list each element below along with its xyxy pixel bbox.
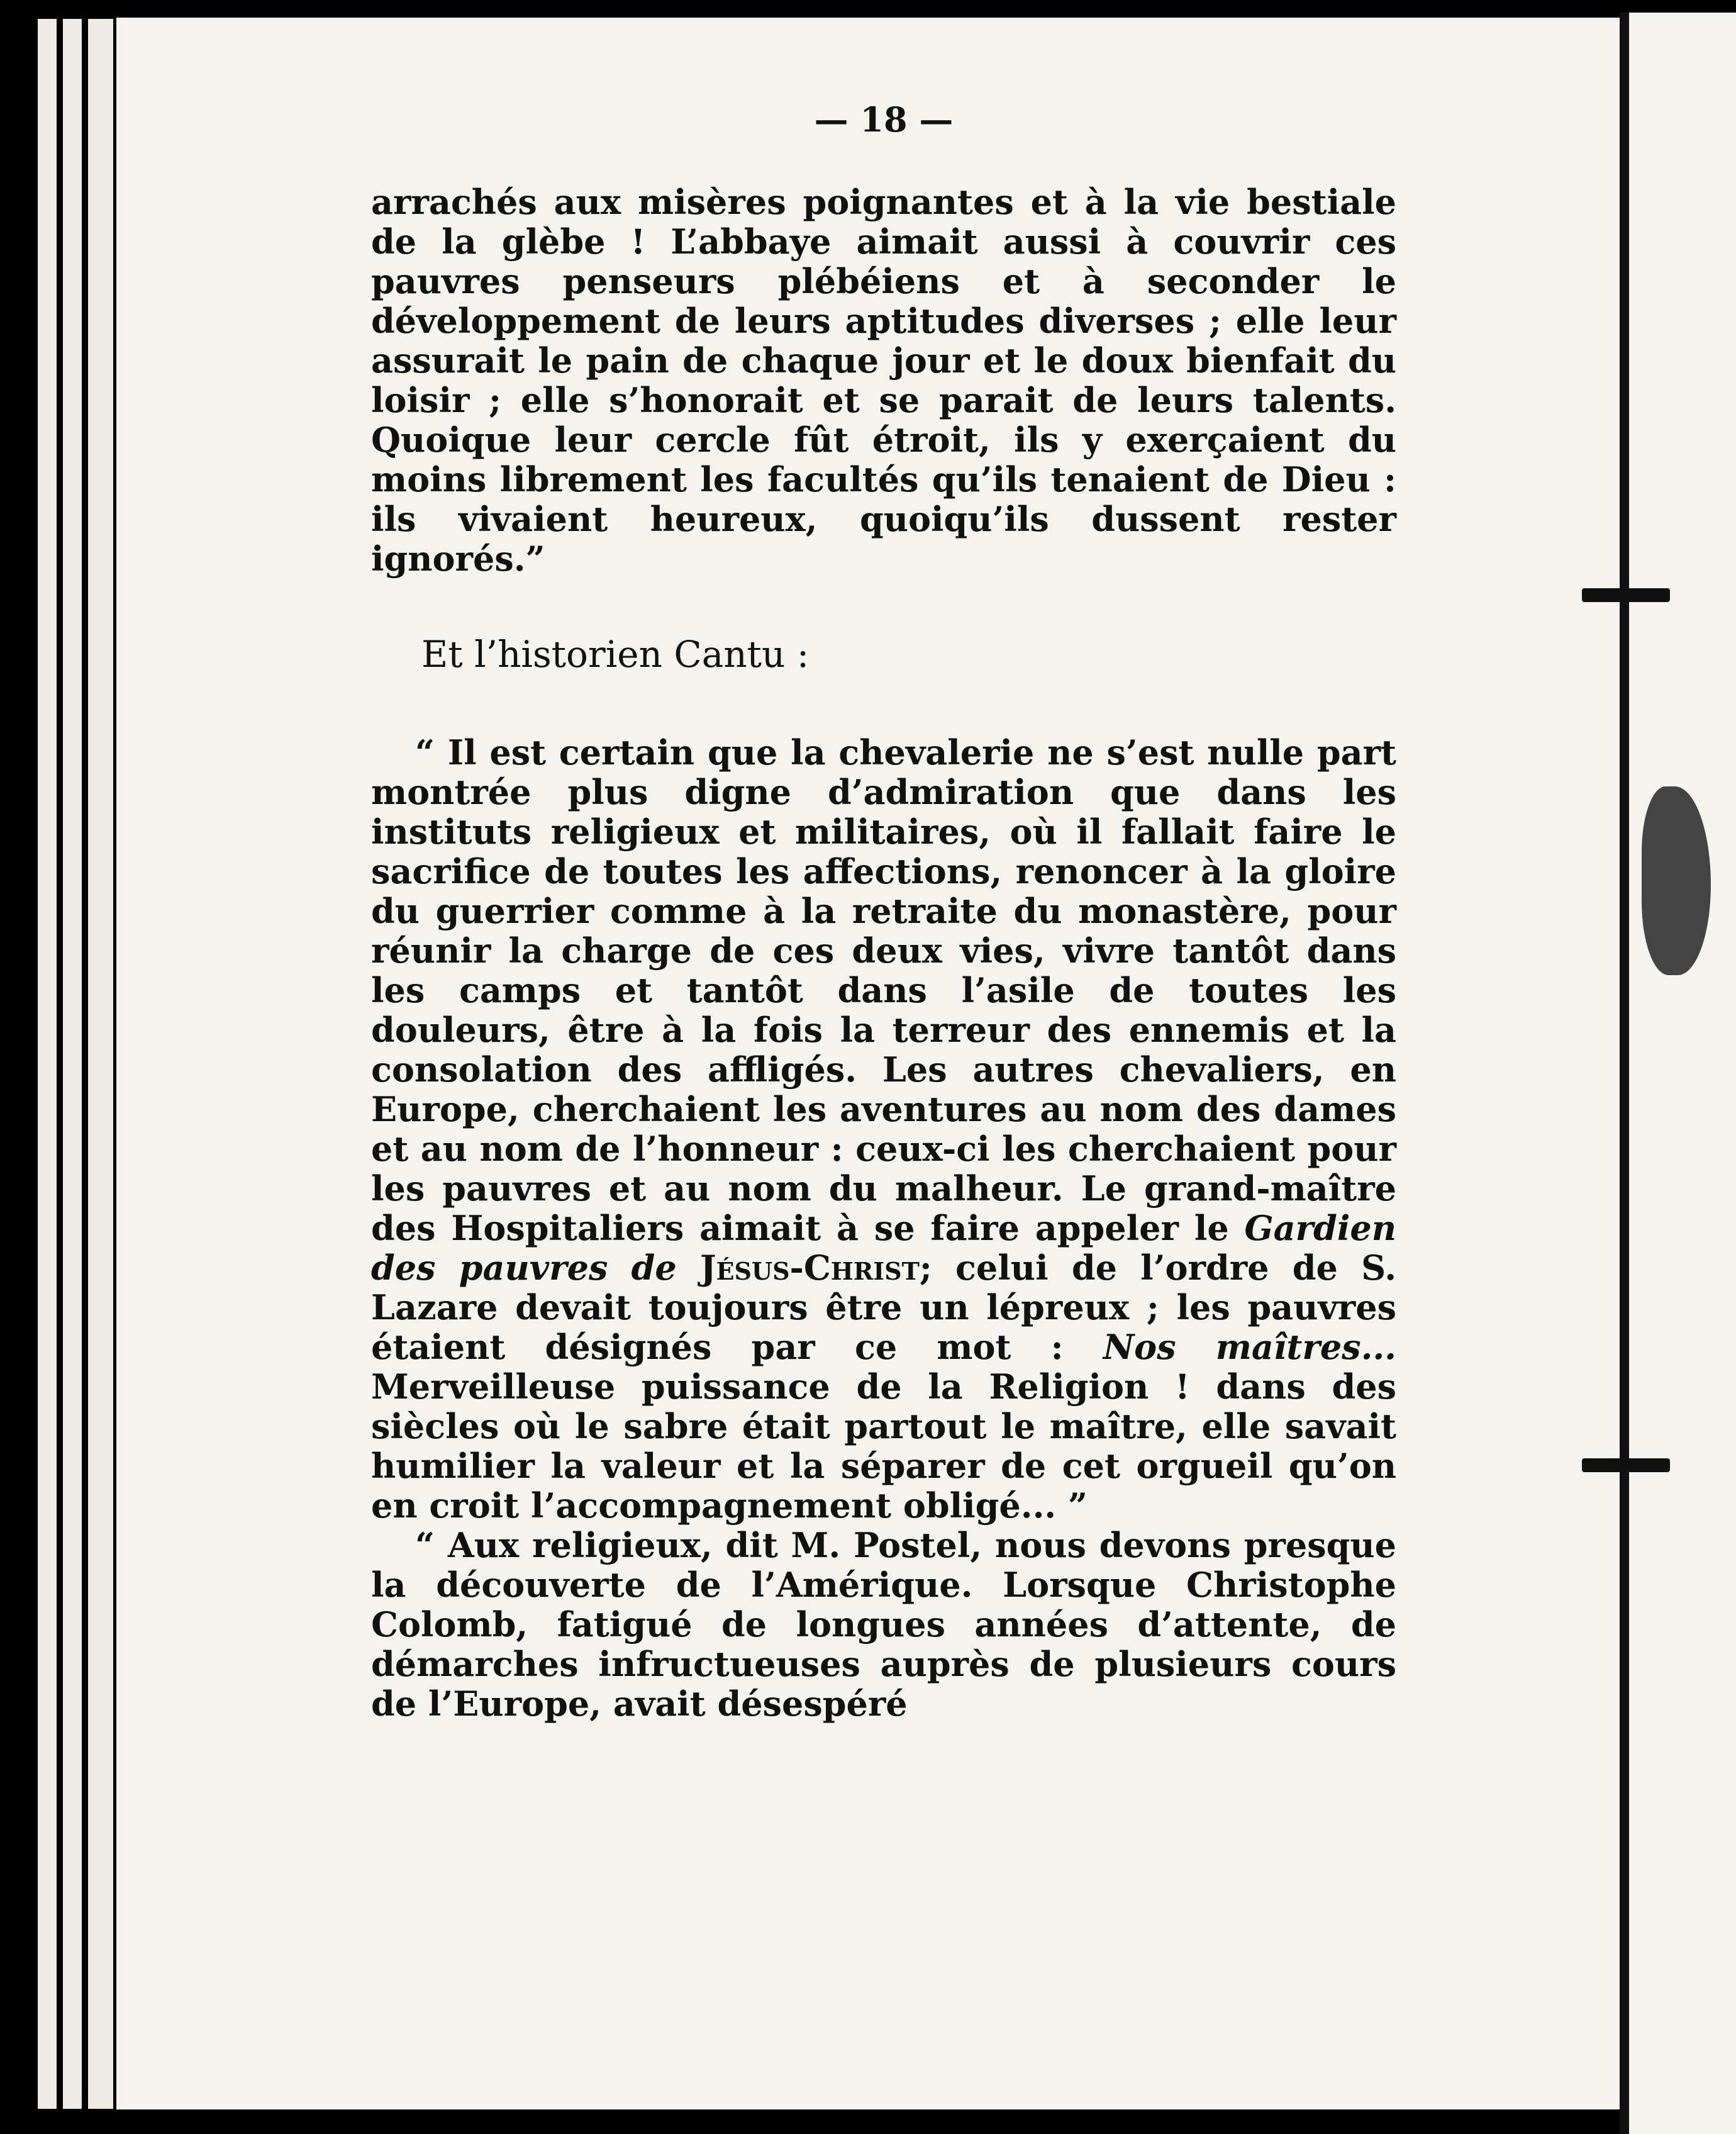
cantu-text-c: Merveilleuse puissance de la Religion ! dans des siècles où le sabre était partout le maître, elle savait humilier la valeur et la séparer de cet orgueil qu’on en croit l’accompagnement obligé... ” xyxy=(371,1366,1396,1526)
binding-mark xyxy=(1582,1458,1670,1472)
binding-mark xyxy=(1582,588,1670,602)
paragraph-postel-quote: “ Aux religieux, dit M. Postel, nous devons presque la découverte de l’Amérique. Lorsque Christophe Colomb, fatigué de longues années d’attente, de démarches infructueuses auprès de plusieurs cours de l’Europe, avait désespéré xyxy=(371,1525,1396,1724)
page-edge xyxy=(63,19,82,2109)
cantu-italic-nos-maitres: Nos maîtres... xyxy=(1103,1327,1396,1367)
facing-page-strip xyxy=(1629,13,1736,2134)
paragraph-cantu-quote xyxy=(371,733,1396,1526)
page-edge xyxy=(38,19,57,2109)
page-edge xyxy=(88,19,113,2109)
cantu-caps-jesus-christ: Jésus-Christ xyxy=(699,1248,920,1288)
cantu-text-a: “ Il est certain que la chevalerie ne s’est nulle part montrée plus digne d’admiration que dans les instituts religieux et militaires, où il fallait faire le sacrifice de toutes les affections, renoncer à la gloire du guerrier comme à la retraite du monastère, pour réunir la charge de ces deux vies, vivre tantôt dans les camps et tantôt dans l’asile de toutes les douleurs, être à la fois la terreur des ennemis et la consolation des affligés. Les autres chevaliers, en Europe, cherchaient les aventures au nom des dames et au nom de l’honneur : ceux-ci les cherchaient pour les pauvres et au nom du malheur. Le grand-maître des Hospitaliers aimait à se faire appeler le xyxy=(371,732,1396,1248)
paragraph-abbaye: arrachés aux misères poignantes et à la vie bestiale de la glèbe ! L’abbaye aimait aussi à couvrir ces pauvres penseurs plébéiens et à seconder le développement de leurs aptitudes diverses ; elle leur assurait le pain de chaque jour et le doux bienfait du loisir ; elle s’honorait et se parait de leurs talents. Quoique leur cercle fût étroit, ils y exerçaient du moins librement les facultés qu’ils tenaient de Dieu : ils vivaient heureux, quoiqu’ils dussent rester ignorés.” xyxy=(371,182,1396,579)
cantu-text-b: ; celui de l’ordre de S. Lazare devait toujours être un lépreux ; les pauvres étaient désignés par ce mot : xyxy=(371,1248,1396,1367)
page-number: — 18 — xyxy=(814,99,954,140)
cantu-italic-gardien: Gardien des pauvres de xyxy=(371,1208,1396,1288)
lead-in-cantu: Et l’historien Cantu : xyxy=(421,633,810,676)
page-text xyxy=(371,94,1396,1724)
